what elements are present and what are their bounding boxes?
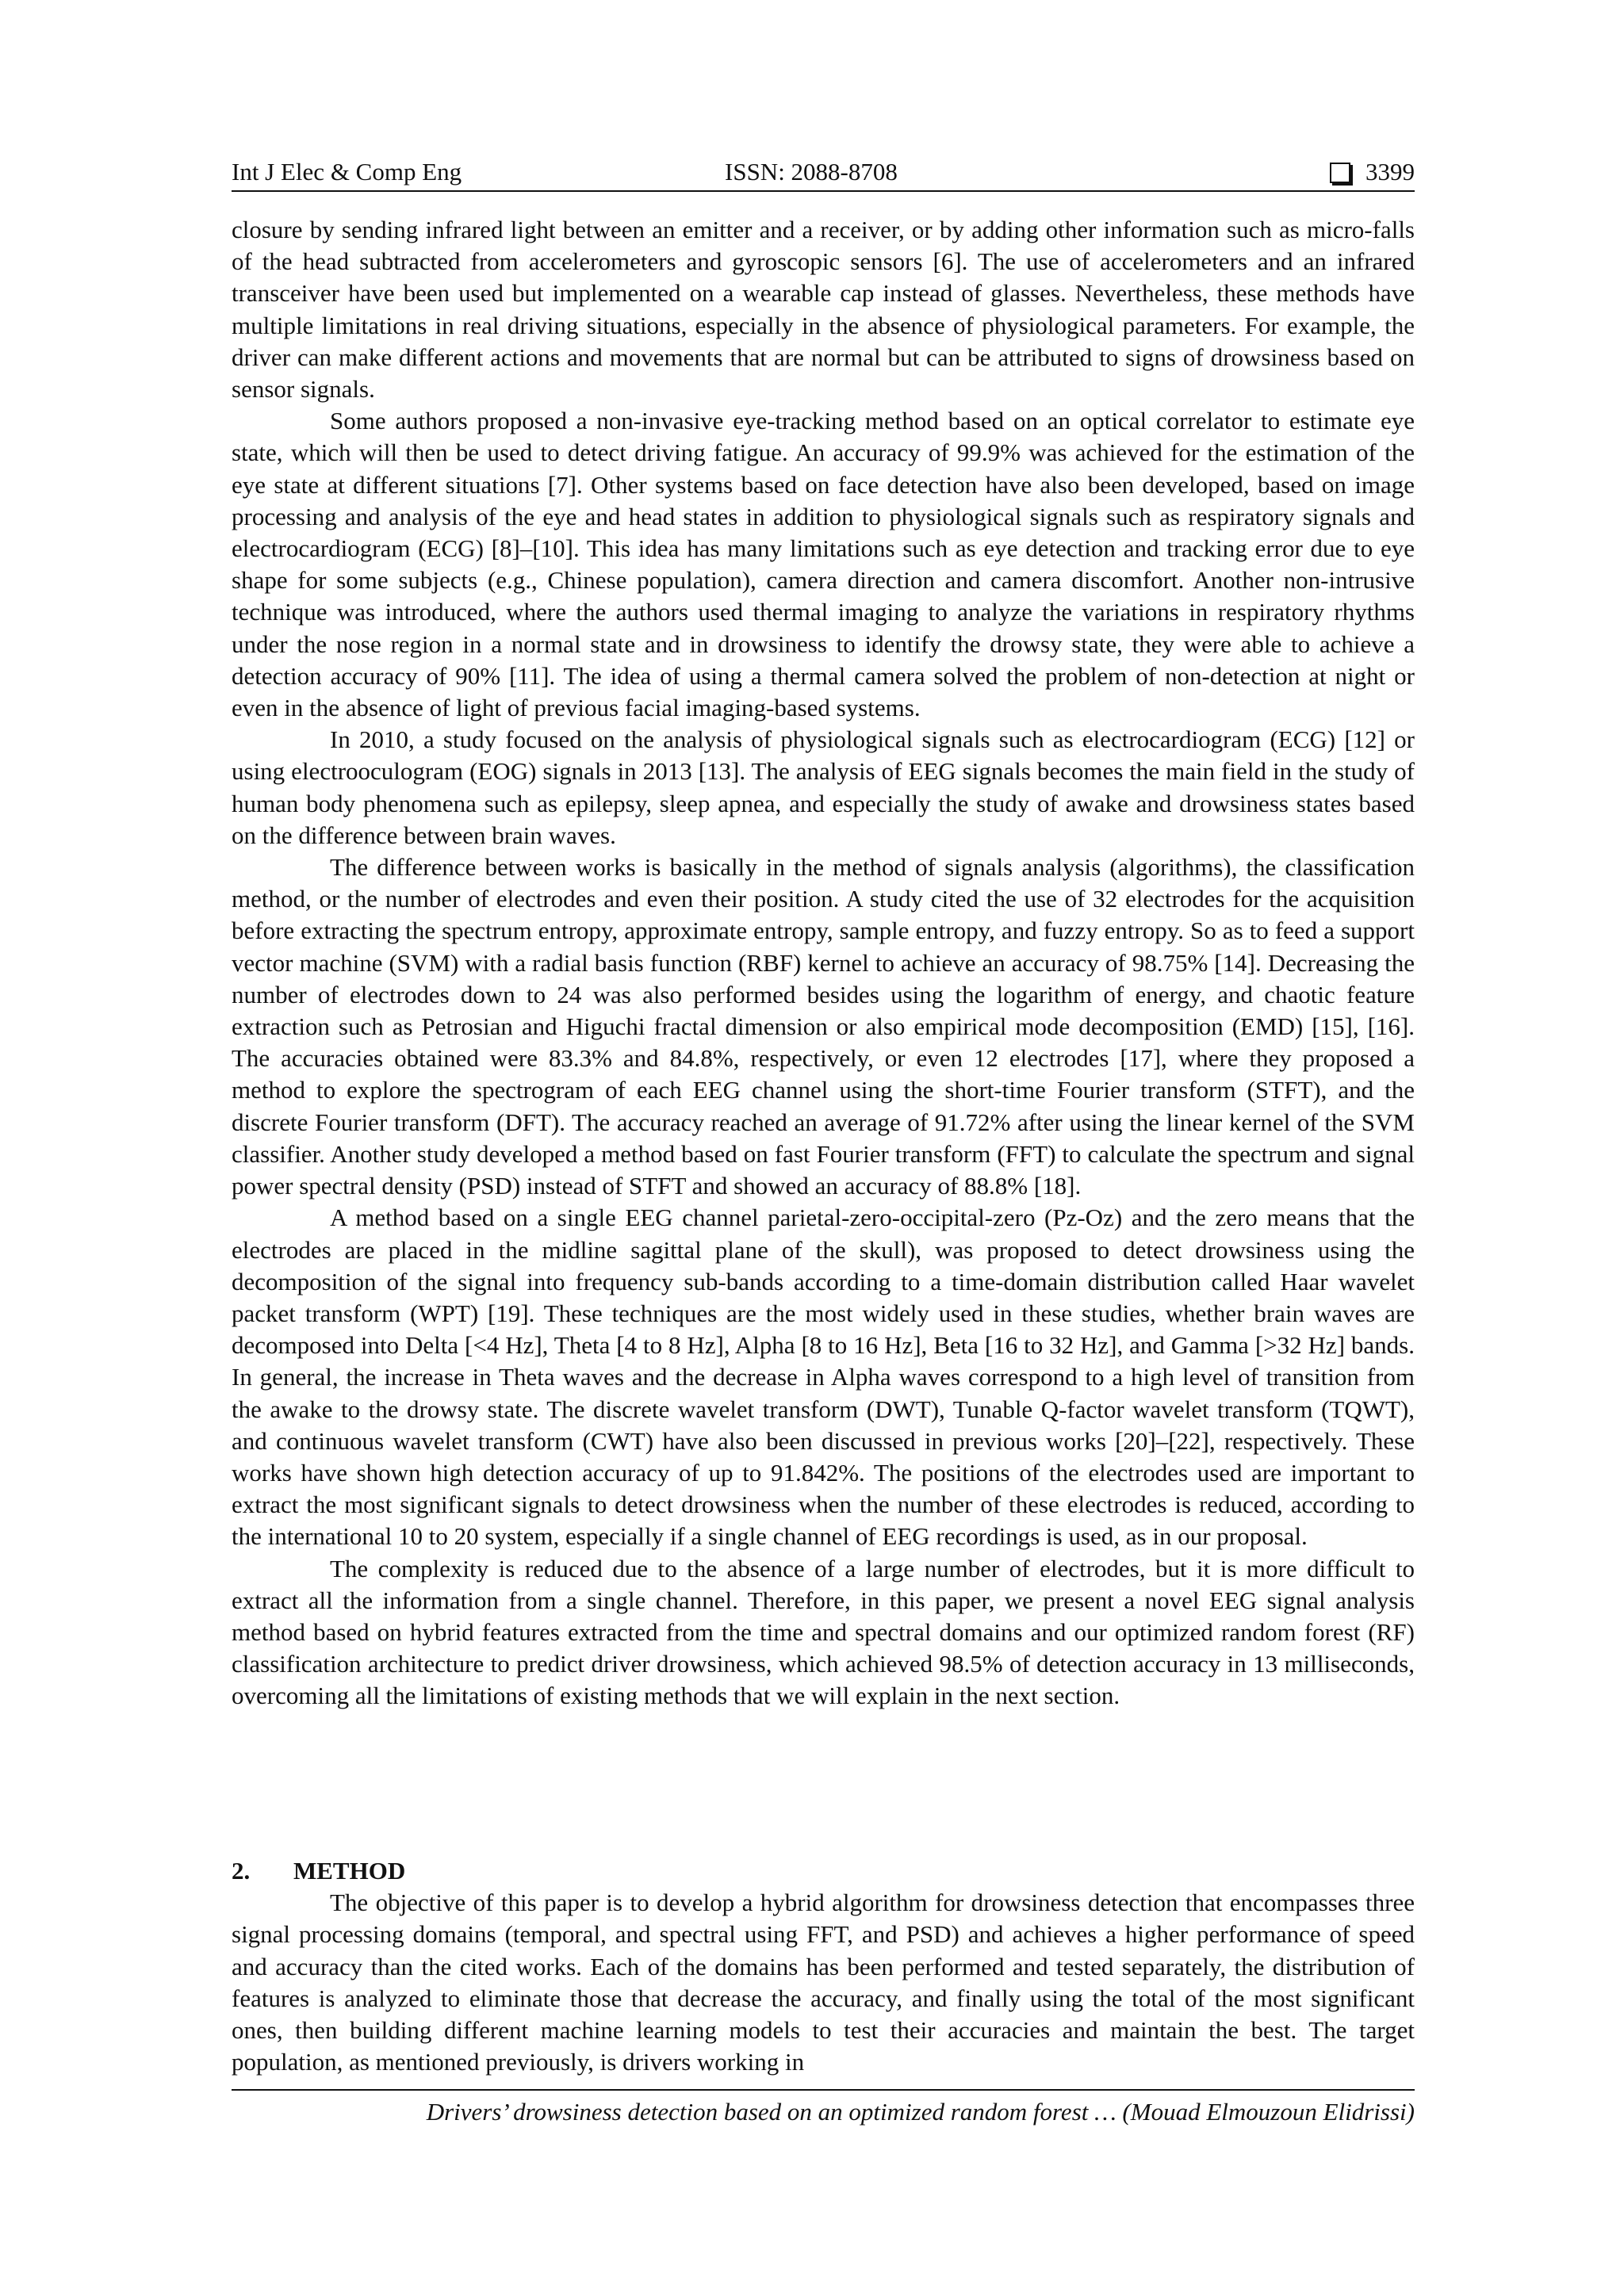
header-rule xyxy=(232,190,1415,192)
paragraph-4: The difference between works is basically in the method of signals analysis (algorithms), the classification method, or the number of electrodes and even their position. A study cited the use of 32 electrodes for the acquisition before extracting the spectrum entropy, approximate entropy, sample entropy, and fuzzy entropy. So as to feed a support vector machine (SVM) with a radial basis function (RBF) kernel to achieve an accuracy of 98.75% [14]. Decreasing the number of electrodes down to 24 was also performed besides using the logarithm of energy, and chaotic feature extraction such as Petrosian and Higuchi fractal dimension or also empirical mode decomposition (EMD) [15], [16]. The accuracies obtained were 83.3% and 84.8%, respectively, or even 12 electrodes [17], where they proposed a method to explore the spectrogram of each EEG channel using the short-time Fourier transform (STFT), and the discrete Fourier transform (DFT). The accuracy reached an average of 91.72% after using the linear kernel of the SVM classifier. Another study developed a method based on fast Fourier transform (FFT) to calculate the spectrum and signal power spectral density (PSD) instead of STFT and showed an accuracy of 88.8% [18]. xyxy=(232,853,1415,1200)
running-footer: Drivers’ drowsiness detection based on an optimized random forest … (Mouad Elmouzoun Elidrissi) xyxy=(426,2098,1415,2126)
square-bullet-icon xyxy=(1330,163,1350,183)
section-paragraph: The objective of this paper is to develop a hybrid algorithm for drowsiness detection that encompasses three signal processing domains (temporal, and spectral using FFT, and PSD) and achieves a higher performance of speed and accuracy than the cited works. Each of the domains has been performed and tested separately, the distribution of features is analyzed to eliminate those that decrease the accuracy, and finally using the total of the most significant ones, then building different machine learning models to test their accuracies and maintain the best. The target population, as mentioned previously, is drivers working in xyxy=(232,1888,1415,2076)
page-header xyxy=(232,156,1415,188)
paragraph-3: In 2010, a study focused on the analysis of physiological signals such as electrocardiogram (ECG) [12] or using electrooculogram (EOG) signals in 2013 [13]. The analysis of EEG signals becomes the main field in the study of human body phenomena such as epilepsy, sleep apnea, and especially the study of awake and drowsiness states based on the difference between brain waves. xyxy=(232,725,1415,849)
journal-name: Int J Elec & Comp Eng xyxy=(232,158,462,186)
paragraph-6: The complexity is reduced due to the absence of a large number of electrodes, but it is more difficult to extract all the information from a single channel. Therefore, in this paper, we present a novel EEG signal analysis method based on hybrid features extracted from the time and spectral domains and our optimized random forest (RF) classification architecture to predict driver drowsiness, which achieved 98.5% of detection accuracy in 13 milliseconds, overcoming all the limitations of existing methods that we will explain in the next section. xyxy=(232,1554,1415,1710)
section-number: 2. xyxy=(232,1857,251,1885)
paragraph-5: A method based on a single EEG channel parietal-zero-occipital-zero (Pz-Oz) and the zero means that the electrodes are placed in the midline sagittal plane of the skull), was proposed to detect drowsiness using the decomposition of the signal into frequency sub-bands according to a time-domain distribution called Haar wavelet packet transform (WPT) [19]. These techniques are the most widely used in these studies, whether brain waves are decomposed into Delta [<4 Hz], Theta [4 to 8 Hz], Alpha [8 to 16 Hz], Beta [16 to 32 Hz], and Gamma [>32 Hz] bands. In general, the increase in Theta waves and the decrease in Alpha waves correspond to a high level of transition from the awake to the drowsy state. The discrete wavelet transform (DWT), Tunable Q-factor wavelet transform (TQWT), and continuous wavelet transform (CWT) have also been discussed in previous works [20]–[22], respectively. These works have shown high detection accuracy of up to 91.842%. The positions of the electrodes used are important to extract the most significant signals to detect drowsiness when the number of these electrodes is reduced, according to the international 10 to 20 system, especially if a single channel of EEG recordings is used, as in our proposal. xyxy=(232,1203,1415,1551)
paragraph-1: closure by sending infrared light between an emitter and a receiver, or by adding other information such as micro-falls of the head subtracted from accelerometers and gyroscopic sensors [6]. The use of accelerometers and an infrared transceiver have been used but implemented on a wearable cap instead of glasses. Nevertheless, these methods have multiple limitations in real driving situations, especially in the absence of physiological parameters. For example, the driver can make different actions and movements that are normal but can be attributed to signs of drowsiness based on sensor signals. xyxy=(232,216,1415,404)
section-title: METHOD xyxy=(293,1857,406,1885)
page-number: 3399 xyxy=(1365,158,1415,186)
section-heading xyxy=(232,1855,1415,1887)
section-method xyxy=(232,1855,1415,2078)
body-text xyxy=(232,214,1415,1712)
paragraph-2: Some authors proposed a non-invasive eye-tracking method based on an optical correlator to estimate eye state, which will then be used to detect driving fatigue. An accuracy of 99.9% was achieved for the estimation of the eye state at different situations [7]. Other systems based on face detection have also been developed, based on image processing and analysis of the eye and head states in addition to physiological signals such as respiratory signals and electrocardiogram (ECG) [8]–[10]. This idea has many limitations such as eye detection and tracking error due to eye shape for some subjects (e.g., Chinese population), camera direction and camera discomfort. Another non-intrusive technique was introduced, where the authors used thermal imaging to analyze the variations in respiratory rhythms under the nose region in a normal state and in drowsiness to identify the drowsy state, they were able to achieve a detection accuracy of 90% [11]. The idea of using a thermal camera solved the problem of non-detection at night or even in the absence of light of previous facial imaging-based systems. xyxy=(232,407,1415,722)
issn-label: ISSN: 2088-8708 xyxy=(725,158,898,186)
footer-rule xyxy=(232,2089,1415,2091)
